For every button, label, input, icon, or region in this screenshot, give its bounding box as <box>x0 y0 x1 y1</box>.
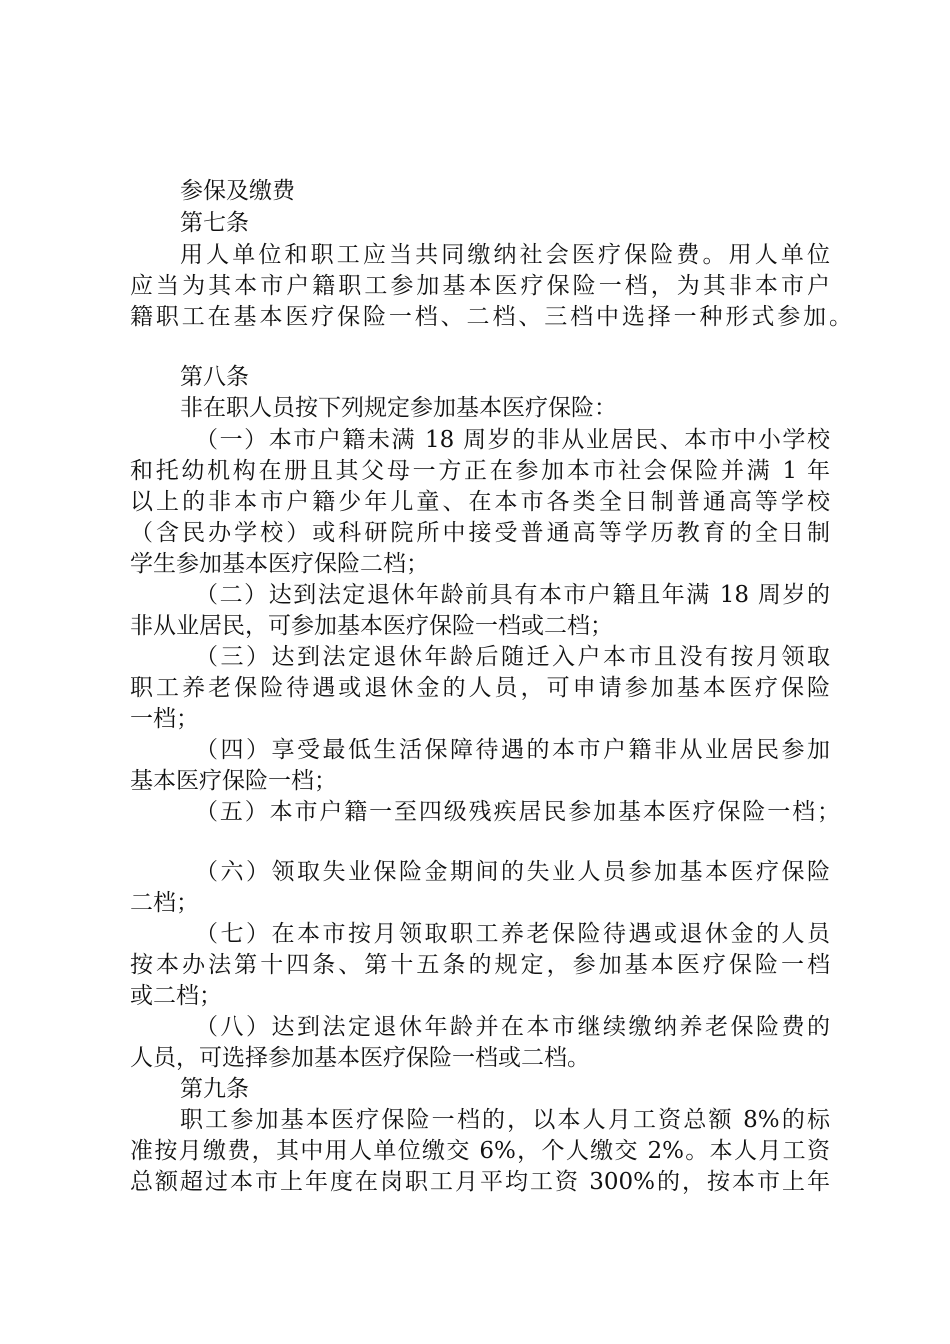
article-7-title: 第七条 <box>180 210 249 236</box>
item-6-line-2: 二档； <box>130 890 199 916</box>
item-2-line-1: （二）达到法定退休年龄前具有本市户籍且年满 18 周岁的 <box>195 582 830 608</box>
item-7-line-1: （七）在本市按月领取职工养老保险待遇或退休金的人员 <box>195 921 830 947</box>
section-heading: 参保及缴费 <box>180 178 295 204</box>
item-3-line-2: 职工养老保险待遇或退休金的人员，可申请参加基本医疗保险 <box>130 675 830 701</box>
item-1-line-3: 以上的非本市户籍少年儿童、在本市各类全日制普通高等学校 <box>130 489 830 515</box>
item-7-line-3: 或二档； <box>130 983 222 1009</box>
item-2-line-2: 非从业居民，可参加基本医疗保险一档或二档； <box>130 613 613 639</box>
article-8-title: 第八条 <box>180 364 249 390</box>
item-3-line-1: （三）达到法定退休年龄后随迁入户本市且没有按月领取 <box>195 644 830 670</box>
item-5-line-1: （五）本市户籍一至四级残疾居民参加基本医疗保险一档； <box>195 799 840 825</box>
article-7-line-1: 用人单位和职工应当共同缴纳社会医疗保险费。用人单位 <box>180 242 830 268</box>
article-9-title: 第九条 <box>180 1076 249 1102</box>
article-9-line-2: 准按月缴费，其中用人单位缴交 6%，个人缴交 2%。本人月工资 <box>130 1138 830 1164</box>
item-7-line-2: 按本办法第十四条、第十五条的规定，参加基本医疗保险一档 <box>130 952 830 978</box>
article-7-line-2: 应当为其本市户籍职工参加基本医疗保险一档，为其非本市户 <box>130 273 830 299</box>
article-7-line-3: 籍职工在基本医疗保险一档、二档、三档中选择一种形式参加。 <box>130 304 852 330</box>
item-4-line-1: （四）享受最低生活保障待遇的本市户籍非从业居民参加 <box>195 737 830 763</box>
article-9-line-1: 职工参加基本医疗保险一档的，以本人月工资总额 8%的标 <box>180 1107 830 1133</box>
article-8-intro: 非在职人员按下列规定参加基本医疗保险： <box>180 395 617 421</box>
item-1-line-5: 学生参加基本医疗保险二档； <box>130 551 429 577</box>
item-1-line-2: 和托幼机构在册且其父母一方正在参加本市社会保险并满 1 年 <box>130 458 830 484</box>
item-1-line-1: （一）本市户籍未满 18 周岁的非从业居民、本市中小学校 <box>195 427 830 453</box>
item-6-line-1: （六）领取失业保险金期间的失业人员参加基本医疗保险 <box>195 859 830 885</box>
item-8-line-1: （八）达到法定退休年龄并在本市继续缴纳养老保险费的 <box>195 1014 830 1040</box>
item-8-line-2: 人员，可选择参加基本医疗保险一档或二档。 <box>130 1045 590 1071</box>
item-4-line-2: 基本医疗保险一档； <box>130 768 337 794</box>
article-9-line-3: 总额超过本市上年度在岗职工月平均工资 300%的，按本市上年 <box>130 1169 830 1195</box>
item-1-line-4: （含民办学校）或科研院所中接受普通高等学历教育的全日制 <box>130 520 830 546</box>
item-3-line-3: 一档； <box>130 706 199 732</box>
